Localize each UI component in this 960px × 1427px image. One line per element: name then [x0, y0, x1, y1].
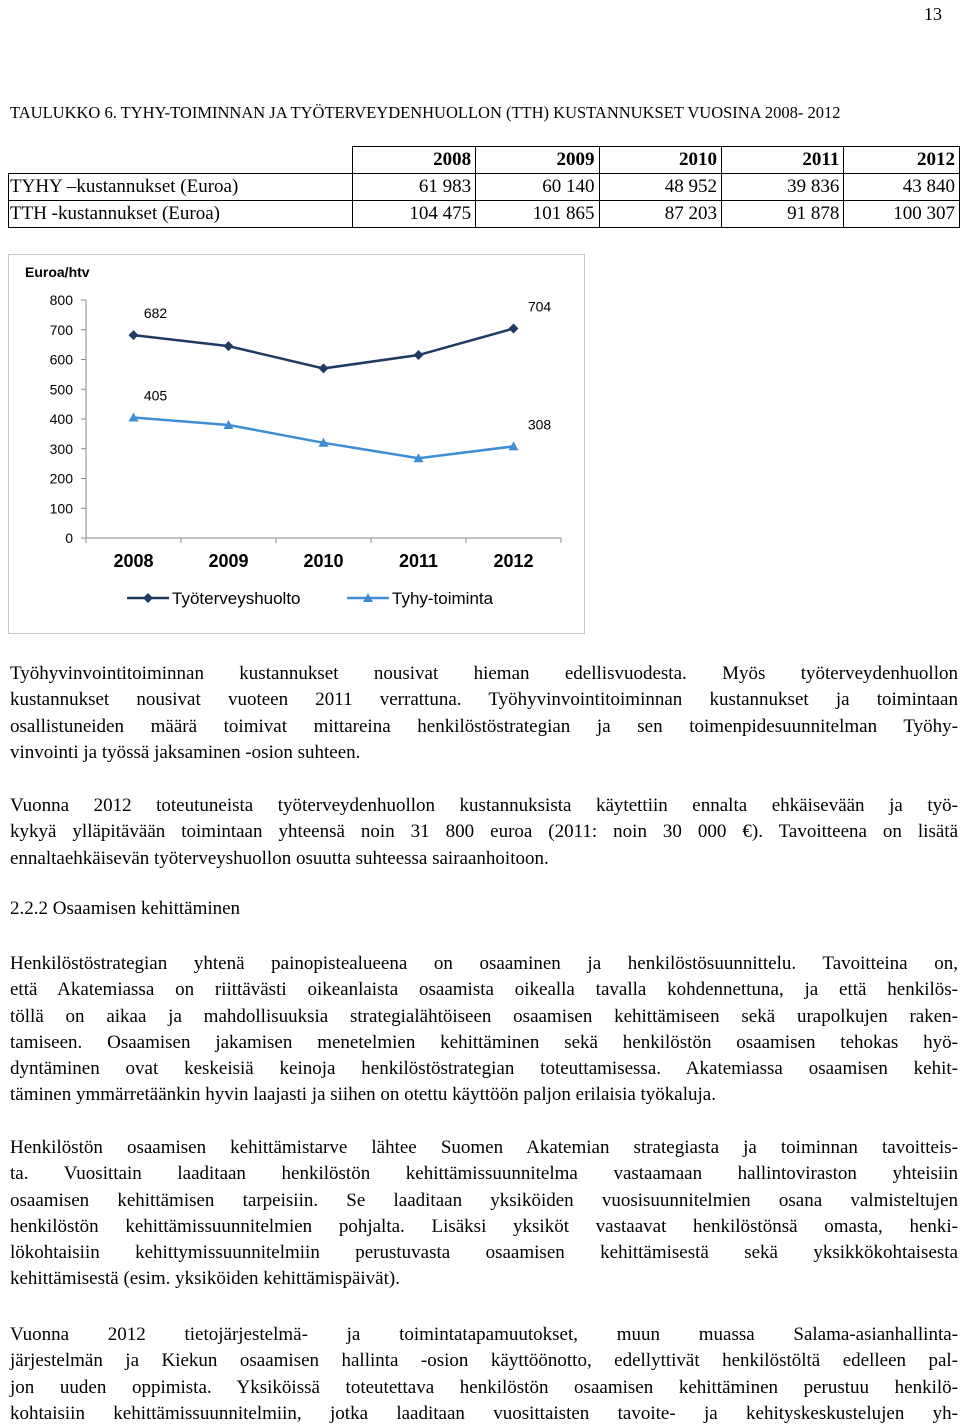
table-row-label: TYHY –kustannukset (Euroa): [9, 174, 353, 201]
x-tick-label: 2010: [303, 551, 344, 571]
text-line: lökohtaisiin kehittymissuunnitelmiin perustuvasta osaamisen kehittämisestä sekä yksikkökohtaisesta: [10, 1242, 958, 1264]
paragraph-3: [10, 951, 958, 1109]
text-line: Henkilöstön osaamisen kehittämistarve lähtee Suomen Akatemian strategiasta ja toiminnan tavoitteis-: [10, 1137, 958, 1158]
table-header-row: [9, 147, 960, 174]
text-line: osallistuneiden määrä toimivat mittareina henkilöstöstrategian ja sen toimenpidesuunnitelman Työhy-: [10, 715, 958, 737]
table-cell: 91 878: [721, 201, 843, 228]
table-header-cell: 2008: [352, 147, 475, 174]
table-cell: 87 203: [599, 201, 721, 228]
data-point-1: [414, 350, 424, 360]
y-tick-label: 800: [49, 292, 73, 308]
table-caption: TAULUKKO 6. TYHY-TOIMINNAN JA TYÖTERVEYDENHUOLLON (TTH) KUSTANNUKSET VUOSINA 2008- 2012: [10, 103, 841, 122]
table-cell: 101 865: [476, 201, 599, 228]
text-line: kehittämisestä (esim. yksiköiden kehittämispäivät).: [10, 1268, 400, 1290]
page-number: 13: [924, 4, 942, 24]
section-heading: 2.2.2 Osaamisen kehittäminen: [10, 898, 241, 919]
x-tick-label: 2008: [113, 551, 154, 571]
text-line: ta. Vuosittain laaditaan henkilöstön kehittämissuunnitelma vastaamaan hallintoviraston yhteisiin: [10, 1163, 958, 1185]
legend-label: Työterveyshuolto: [172, 589, 301, 608]
text-line: töllä on aikaa ja mahdollisuuksia strategialähtöiseen osaamisen kehittämiseen sekä urapolkujen raken-: [10, 1005, 958, 1027]
text-line: jon uuden oppimista. Yksiköissä toteutettava henkilöstön osaamisen kehittäminen perustuu henkilö-: [10, 1376, 958, 1398]
series-line-1: [134, 329, 514, 369]
cost-table: [8, 146, 960, 228]
table-cell: 43 840: [844, 174, 960, 201]
text-line: Vuonna 2012 toteutuneista työterveydenhuollon kustannuksista käytettiin ennalta ehkäisevään ja työ-: [10, 795, 958, 816]
x-tick-label: 2012: [493, 551, 534, 571]
table-cell: 39 836: [721, 174, 843, 201]
table-header-cell: 2009: [476, 147, 599, 174]
y-tick-label: 600: [49, 351, 73, 368]
paragraph-2: [10, 793, 958, 872]
y-tick-label: 500: [49, 381, 73, 398]
data-point-1: [129, 330, 139, 340]
table-header-cell: 2010: [599, 147, 721, 174]
text-line: Henkilöstöstrategian yhtenä painopistealueena on osaaminen ja henkilöstösuunnittelu. Tavoitteina on,: [10, 953, 958, 974]
x-tick-label: 2011: [398, 551, 439, 571]
data-label: 308: [527, 416, 552, 433]
data-point-1: [509, 324, 519, 334]
y-tick-label: 200: [49, 470, 73, 487]
data-point-1: [224, 341, 234, 351]
paragraph-4: [10, 1135, 958, 1293]
table-row: [9, 201, 960, 228]
text-line: täminen ymmärretäänkin hyvin laajasti ja siihen on otettu käyttöön paljon erilaisia työkaluja.: [10, 1084, 716, 1106]
text-line: Vuonna 2012 tietojärjestelmä- ja toimintatapamuutokset, muun muassa Salama-asianhallinta-: [10, 1324, 958, 1345]
data-label: 682: [143, 305, 168, 322]
table-cell: 60 140: [476, 174, 599, 201]
table-corner-cell: [9, 147, 353, 174]
data-point-1: [319, 363, 329, 373]
table-row-label: TTH -kustannukset (Euroa): [9, 201, 353, 228]
text-line: ennaltaehkäisevän työterveyshuollon osuutta suhteessa sairaanhoitoon.: [10, 847, 549, 869]
y-tick-label: 100: [49, 500, 73, 517]
legend-marker-1: [143, 593, 153, 603]
text-line: dyntäminen ovat keskeisiä keinoja henkilöstöstrategian toteuttamisessa. Akatemiassa osaamisen kehit-: [10, 1058, 958, 1080]
text-line: järjestelmän ja Kiekun osaamisen hallinta -osion käyttöönotto, edellyttivät henkilöstöltä edelleen pal-: [10, 1350, 958, 1372]
text-line: kykyä ylläpitävään toimintaan yhteensä noin 31 800 euroa (2011: noin 30 000 €). Tavoitteena on lisätä: [10, 821, 958, 843]
text-line: kohtaisiin kehittämissuunnitelmiin, jotka laaditaan vuosittaisten tavoite- ja kehityskeskustelujen yh-: [10, 1402, 958, 1424]
x-tick-label: 2009: [208, 551, 249, 571]
table-row: [9, 174, 960, 201]
chart-title: Euroa/htv: [25, 264, 90, 280]
table-cell: 61 983: [352, 174, 475, 201]
y-tick-label: 300: [49, 440, 73, 457]
y-tick-label: 700: [49, 321, 73, 338]
text-line: kustannukset nousivat vuoteen 2011 verrattuna. Työhyvinvointitoiminnan kustannukset ja toimintaan: [10, 689, 958, 711]
table-cell: 48 952: [599, 174, 721, 201]
table-cell: 104 475: [352, 201, 475, 228]
paragraph-5: [10, 1322, 958, 1427]
text-line: että Akatemiassa on riittävästi oikeanlaista osaamista oikealla tavalla kohdennettuna, ja että henkilös-: [10, 979, 958, 1001]
y-tick-label: 400: [49, 411, 73, 427]
legend-label: Tyhy-toiminta: [392, 589, 494, 608]
table-header-cell: 2012: [844, 147, 960, 174]
text-line: vinvointi ja työssä jaksaminen -osion suhteen.: [10, 741, 361, 763]
table-cell: 100 307: [844, 201, 960, 228]
text-line: tamiseen. Osaamisen jakamisen menetelmien kehittäminen sekä henkilöstön osaamisen tehokas hyö-: [10, 1031, 958, 1053]
text-line: osaamisen kehittämisen tarpeisiin. Se laaditaan yksiköiden vuosisuunnitelmien osana valmisteltujen: [10, 1189, 958, 1211]
table-header-cell: 2011: [721, 147, 843, 174]
text-line: henkilöstön kehittämissuunnitelmien pohjalta. Lisäksi yksiköt vastaavat henkilöstönsä omasta, henki-: [10, 1215, 958, 1237]
data-label: 704: [527, 298, 552, 315]
cost-chart: [8, 254, 585, 634]
chart-svg: [9, 255, 584, 633]
text-line: Työhyvinvointitoiminnan kustannukset nousivat hieman edellisvuodesta. Myös työterveydenhuollon: [10, 663, 958, 684]
paragraph-1: [10, 661, 958, 766]
data-label: 405: [143, 387, 168, 404]
y-tick-label: 0: [65, 530, 73, 546]
